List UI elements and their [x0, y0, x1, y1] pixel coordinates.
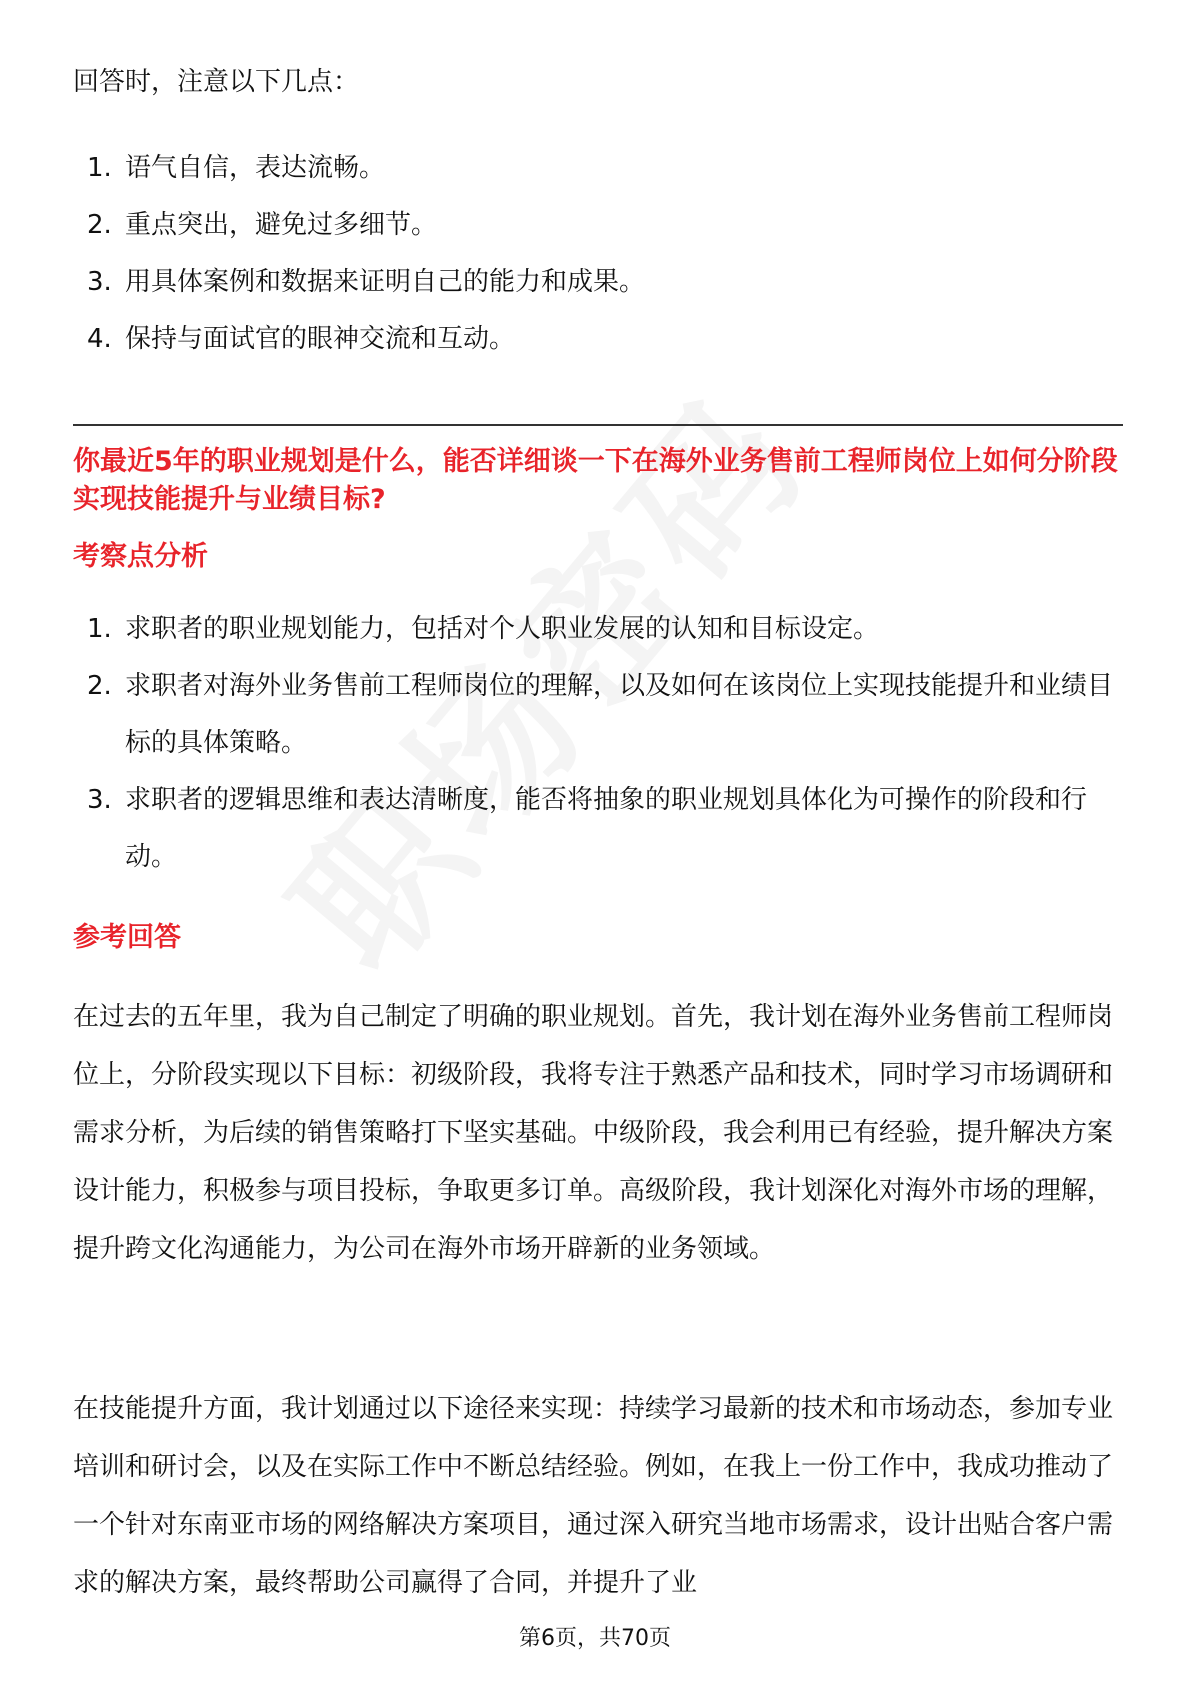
answer-paragraph: 在技能提升方面，我计划通过以下途径来实现：持续学习最新的技术和市场动态，参加专业培训和研讨会，以及在实际工作中不断总结经验。例如，在我上一份工作中，我成功推动了一个针对东南亚市场的网络解决方案项目，通过深入研究当地市场需求，设计出贴合客户需求的解决方案，最终帮助公司赢得了合同，并提升了业	[73, 1394, 1114, 1598]
list-item-text: 求职者的逻辑思维和表达清晰度，能否将抽象的职业规划具体化为可操作的阶段和行动。	[125, 785, 1088, 872]
list-item-text: 求职者对海外业务售前工程师岗位的理解，以及如何在该岗位上实现技能提升和业绩目标的具体策略。	[125, 671, 1114, 758]
list-number: 1.	[87, 153, 112, 183]
tips-list	[73, 140, 1133, 368]
list-number: 3.	[87, 267, 112, 297]
answer-heading: 参考回答	[73, 922, 181, 953]
analysis-list	[73, 601, 1133, 886]
list-item	[73, 601, 1133, 658]
list-item-text: 用具体案例和数据来证明自己的能力和成果。	[125, 267, 646, 297]
list-number: 2.	[87, 210, 112, 240]
list-number: 2.	[87, 671, 112, 701]
list-number: 1.	[87, 614, 112, 644]
intro-text: 回答时，注意以下几点：	[73, 67, 360, 97]
analysis-heading: 考察点分析	[73, 541, 208, 572]
list-item	[73, 658, 1133, 772]
list-number: 3.	[87, 785, 112, 815]
list-item	[73, 254, 1133, 311]
page-footer: 第6页，共70页	[519, 1626, 671, 1651]
list-number: 4.	[87, 324, 112, 354]
list-item-text: 语气自信，表达流畅。	[125, 153, 386, 183]
section-divider	[73, 424, 1123, 426]
list-item	[73, 311, 1133, 368]
list-item-text: 重点突出，避免过多细节。	[125, 210, 438, 240]
list-item	[73, 772, 1133, 886]
list-item	[73, 140, 1133, 197]
list-item-text: 保持与面试官的眼神交流和互动。	[125, 324, 516, 354]
list-item-text: 求职者的职业规划能力，包括对个人职业发展的认知和目标设定。	[125, 614, 880, 644]
list-item	[73, 197, 1133, 254]
answer-paragraph: 在过去的五年里，我为自己制定了明确的职业规划。首先，我计划在海外业务售前工程师岗位上，分阶段实现以下目标：初级阶段，我将专注于熟悉产品和技术，同时学习市场调研和需求分析，为后续的销售策略打下坚实基础。中级阶段，我会利用已有经验，提升解决方案设计能力，积极参与项目投标，争取更多订单。高级阶段，我计划深化对海外市场的理解，提升跨文化沟通能力，为公司在海外市场开辟新的业务领域。	[73, 1002, 1114, 1264]
question-heading: 你最近5年的职业规划是什么，能否详细谈一下在海外业务售前工程师岗位上如何分阶段实现技能提升与业绩目标?	[73, 446, 1118, 515]
